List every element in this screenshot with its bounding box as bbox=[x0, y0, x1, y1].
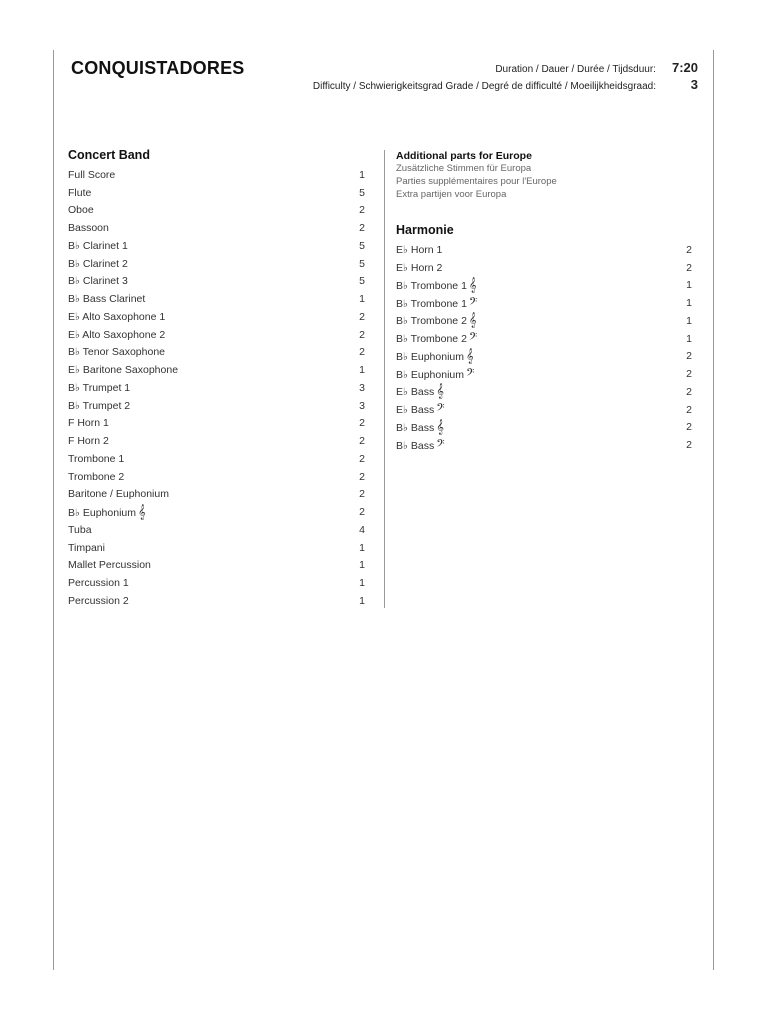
part-name: Baritone / Euphonium bbox=[68, 488, 169, 501]
part-name: E♭ Horn 2 bbox=[396, 261, 443, 274]
part-quantity: 1 bbox=[686, 297, 692, 310]
part-name-cell bbox=[68, 524, 92, 536]
part-name-cell bbox=[68, 329, 165, 341]
part-quantity: 1 bbox=[359, 168, 365, 181]
part-row bbox=[68, 468, 365, 486]
part-quantity: 3 bbox=[359, 399, 365, 412]
difficulty-label: Difficulty / Schwierigkeitsgrad Grade / Degré de difficulté / Moeilijkheidsgraad: bbox=[312, 81, 656, 92]
part-quantity: 1 bbox=[686, 279, 692, 292]
part-name-cell bbox=[68, 275, 128, 287]
part-row bbox=[68, 184, 365, 202]
harmonie-section bbox=[396, 223, 692, 454]
part-row bbox=[396, 241, 692, 259]
part-name-cell bbox=[396, 244, 442, 256]
part-name: B♭ Euphonium bbox=[68, 506, 136, 519]
treble-clef-icon: 𝄞 bbox=[138, 504, 146, 520]
part-row bbox=[68, 592, 365, 610]
part-name-cell bbox=[68, 204, 94, 216]
bass-clef-icon: 𝄢 bbox=[436, 402, 445, 418]
part-quantity: 1 bbox=[359, 541, 365, 554]
treble-clef-icon: 𝄞 bbox=[466, 348, 474, 364]
part-row bbox=[68, 486, 365, 504]
part-row bbox=[396, 365, 692, 383]
treble-clef-icon: 𝄞 bbox=[436, 384, 444, 400]
part-row bbox=[68, 237, 365, 255]
part-name-cell bbox=[68, 542, 105, 554]
part-name: Timpani bbox=[68, 541, 105, 554]
part-name-cell bbox=[396, 349, 474, 364]
part-row bbox=[396, 259, 692, 277]
part-name-cell bbox=[68, 169, 115, 181]
part-name-cell bbox=[68, 346, 165, 358]
part-name: B♭ Clarinet 2 bbox=[68, 257, 128, 270]
treble-clef-icon: 𝄞 bbox=[468, 313, 477, 329]
part-name: Full Score bbox=[68, 168, 116, 181]
part-name-cell bbox=[68, 595, 129, 607]
part-name: Flute bbox=[68, 186, 92, 199]
part-name-cell bbox=[68, 382, 130, 394]
part-quantity: 2 bbox=[359, 310, 365, 323]
part-quantity: 2 bbox=[359, 222, 365, 235]
part-row bbox=[68, 273, 365, 291]
harmonie-parts-list bbox=[396, 241, 692, 454]
part-quantity: 2 bbox=[359, 204, 365, 217]
part-quantity: 2 bbox=[359, 488, 365, 501]
part-quantity: 2 bbox=[686, 243, 692, 256]
part-quantity: 2 bbox=[359, 452, 365, 465]
part-row bbox=[68, 202, 365, 220]
part-name: B♭ Clarinet 1 bbox=[68, 239, 128, 252]
part-quantity: 2 bbox=[686, 350, 692, 363]
difficulty-row bbox=[313, 77, 698, 94]
part-name-cell bbox=[396, 402, 445, 417]
part-name-cell bbox=[396, 420, 444, 435]
part-row bbox=[68, 290, 365, 308]
part-quantity: 1 bbox=[359, 594, 365, 607]
part-name-cell bbox=[396, 367, 474, 382]
bass-clef-icon: 𝄢 bbox=[468, 331, 478, 347]
part-row bbox=[68, 521, 365, 539]
part-quantity: 2 bbox=[359, 417, 365, 430]
part-row bbox=[68, 574, 365, 592]
part-row bbox=[396, 401, 692, 419]
part-name: Mallet Percussion bbox=[68, 559, 151, 572]
part-name: B♭ Euphonium bbox=[396, 350, 464, 363]
part-name: Bassoon bbox=[68, 222, 109, 235]
part-name: E♭ Horn 1 bbox=[396, 243, 443, 256]
part-name: E♭ Alto Saxophone 1 bbox=[68, 310, 166, 323]
part-row bbox=[68, 308, 365, 326]
part-name-cell bbox=[68, 240, 128, 252]
part-name: B♭ Trombone 2 bbox=[396, 333, 467, 346]
part-quantity: 2 bbox=[359, 470, 365, 483]
duration-label: Duration / Dauer / Durée / Tijdsduur: bbox=[495, 64, 656, 75]
part-row bbox=[68, 344, 365, 362]
part-quantity: 2 bbox=[359, 435, 365, 448]
part-row bbox=[68, 361, 365, 379]
treble-clef-icon: 𝄞 bbox=[468, 277, 477, 293]
harmonie-heading: Harmonie bbox=[396, 223, 454, 237]
part-row bbox=[396, 419, 692, 437]
part-row bbox=[396, 348, 692, 366]
left-margin-line bbox=[53, 50, 54, 970]
part-quantity: 2 bbox=[686, 403, 692, 416]
part-name: B♭ Trombone 2 bbox=[396, 315, 467, 328]
part-name: Oboe bbox=[68, 204, 94, 217]
part-row bbox=[396, 294, 692, 312]
part-row bbox=[396, 383, 692, 401]
part-name-cell bbox=[68, 293, 145, 305]
part-name-cell bbox=[396, 331, 477, 346]
part-quantity: 2 bbox=[686, 421, 692, 434]
part-name-cell bbox=[68, 577, 129, 589]
column-divider bbox=[384, 150, 385, 608]
part-name-cell bbox=[396, 296, 477, 311]
concert-band-parts-list bbox=[68, 166, 365, 610]
part-name-cell bbox=[68, 505, 146, 520]
part-quantity: 2 bbox=[686, 439, 692, 452]
part-row bbox=[68, 326, 365, 344]
part-name-cell bbox=[396, 384, 444, 399]
part-name: B♭ Clarinet 3 bbox=[68, 275, 128, 288]
part-name-cell bbox=[396, 313, 477, 328]
part-row bbox=[68, 557, 365, 575]
part-quantity: 4 bbox=[359, 523, 365, 536]
part-row bbox=[68, 503, 365, 521]
part-name-cell bbox=[68, 222, 109, 234]
part-name: B♭ Trombone 1 bbox=[396, 279, 467, 292]
part-quantity: 5 bbox=[359, 257, 365, 270]
part-name: E♭ Alto Saxophone 2 bbox=[68, 328, 166, 341]
part-row bbox=[68, 219, 365, 237]
part-name: E♭ Bass bbox=[396, 404, 435, 417]
bass-clef-icon: 𝄢 bbox=[466, 366, 475, 382]
part-name: B♭ Bass bbox=[396, 421, 435, 434]
part-name: B♭ Bass bbox=[396, 439, 435, 452]
part-name: B♭ Tenor Saxophone bbox=[68, 346, 165, 359]
right-margin-line bbox=[713, 50, 714, 970]
part-row bbox=[68, 379, 365, 397]
part-name: Trombone 2 bbox=[68, 470, 125, 483]
treble-clef-icon: 𝄞 bbox=[436, 419, 444, 435]
duration-value: 7:20 bbox=[671, 60, 698, 75]
part-name: F Horn 1 bbox=[68, 417, 109, 430]
concert-band-heading: Concert Band bbox=[68, 148, 150, 162]
part-name: B♭ Trumpet 2 bbox=[68, 399, 131, 412]
part-row bbox=[396, 277, 692, 295]
part-quantity: 1 bbox=[359, 364, 365, 377]
additional-sub-fr: Parties supplémentaires pour l'Europe bbox=[396, 176, 557, 187]
part-name-cell bbox=[396, 278, 477, 293]
part-row bbox=[68, 415, 365, 433]
part-name: B♭ Trumpet 1 bbox=[68, 381, 131, 394]
part-quantity: 3 bbox=[359, 381, 365, 394]
part-name-cell bbox=[68, 471, 124, 483]
part-name-cell bbox=[68, 311, 165, 323]
part-row bbox=[396, 436, 692, 454]
part-name: Percussion 1 bbox=[68, 577, 129, 590]
part-quantity: 2 bbox=[686, 261, 692, 274]
part-row bbox=[68, 166, 365, 184]
part-quantity: 1 bbox=[359, 577, 365, 590]
part-name-cell bbox=[396, 438, 445, 453]
part-quantity: 5 bbox=[359, 275, 365, 288]
piece-meta bbox=[313, 60, 698, 94]
part-row bbox=[68, 432, 365, 450]
part-name-cell bbox=[68, 453, 124, 465]
part-name: Tuba bbox=[68, 523, 92, 536]
difficulty-value: 3 bbox=[690, 77, 698, 92]
part-name: B♭ Trombone 1 bbox=[396, 297, 467, 310]
part-name: E♭ Bass bbox=[396, 386, 435, 399]
part-quantity: 2 bbox=[359, 506, 365, 519]
part-name: Trombone 1 bbox=[68, 452, 125, 465]
additional-sub-nl: Extra partijen voor Europa bbox=[396, 189, 507, 200]
part-row bbox=[396, 330, 692, 348]
additional-parts-section bbox=[396, 150, 692, 201]
part-quantity: 2 bbox=[359, 346, 365, 359]
part-quantity: 1 bbox=[359, 559, 365, 572]
part-row bbox=[68, 397, 365, 415]
part-quantity: 1 bbox=[686, 314, 692, 327]
part-quantity: 5 bbox=[359, 186, 365, 199]
part-quantity: 1 bbox=[359, 293, 365, 306]
part-quantity: 2 bbox=[686, 368, 692, 381]
part-quantity: 2 bbox=[359, 328, 365, 341]
part-name: Percussion 2 bbox=[68, 594, 129, 607]
part-quantity: 1 bbox=[686, 332, 692, 345]
part-row bbox=[396, 312, 692, 330]
duration-row bbox=[313, 60, 698, 77]
bass-clef-icon: 𝄢 bbox=[436, 437, 445, 453]
additional-title: Additional parts for Europe bbox=[396, 150, 532, 162]
part-quantity: 5 bbox=[359, 239, 365, 252]
part-name-cell bbox=[68, 364, 178, 376]
part-name-cell bbox=[68, 435, 109, 447]
part-name: B♭ Euphonium bbox=[396, 368, 464, 381]
part-quantity: 2 bbox=[686, 385, 692, 398]
part-name: F Horn 2 bbox=[68, 435, 109, 448]
part-name: E♭ Baritone Saxophone bbox=[68, 364, 179, 377]
part-name-cell bbox=[68, 559, 151, 571]
part-name-cell bbox=[68, 488, 169, 500]
part-row bbox=[68, 539, 365, 557]
part-name-cell bbox=[396, 262, 442, 274]
part-row bbox=[68, 255, 365, 273]
additional-sub-de: Zusätzliche Stimmen für Europa bbox=[396, 163, 532, 174]
part-name-cell bbox=[68, 400, 130, 412]
part-row bbox=[68, 450, 365, 468]
part-name-cell bbox=[68, 187, 91, 199]
part-name: B♭ Bass Clarinet bbox=[68, 293, 146, 306]
concert-band-section bbox=[68, 148, 365, 610]
piece-title: CONQUISTADORES bbox=[71, 58, 245, 78]
part-name-cell bbox=[68, 417, 109, 429]
bass-clef-icon: 𝄢 bbox=[468, 295, 478, 311]
part-name-cell bbox=[68, 258, 128, 270]
